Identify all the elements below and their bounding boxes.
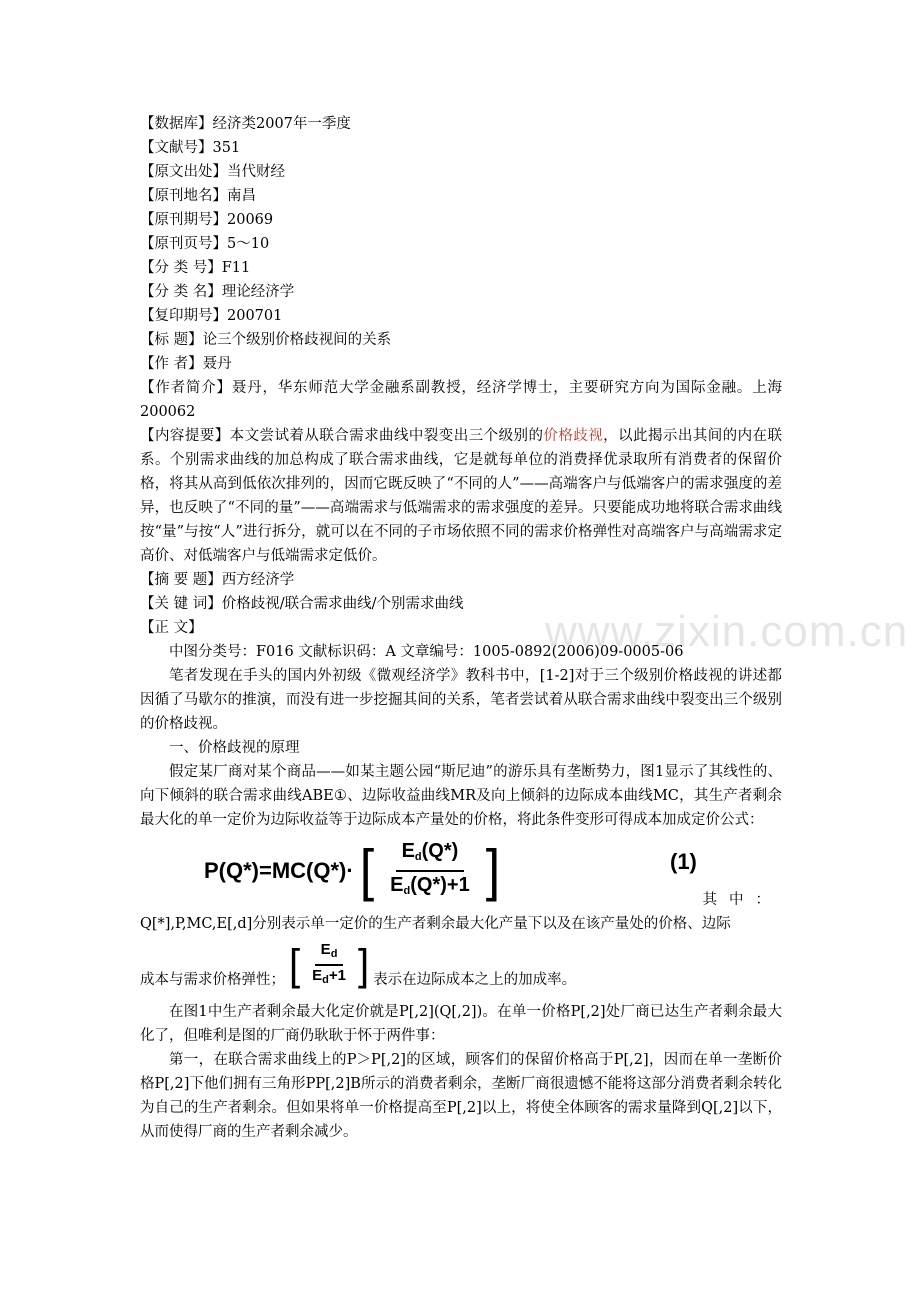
meta-keywords: 【关 键 词】价格歧视/联合需求曲线/个别需求曲线 [140, 596, 464, 612]
meta-source: 【原文出处】当代财经 [140, 164, 285, 180]
abstract [140, 424, 782, 568]
meta-subject: 【摘 要 题】西方经济学 [140, 572, 295, 588]
classification-line: 中图分类号：F016 文献标识码：A 文章编号：1005-0892(2006)09-0005-06 [169, 644, 684, 660]
formula-expression [204, 838, 506, 904]
paragraph-variables: Q[*],P,MC,E[,d]分别表示单一定价的生产者剩余最大化产量下以及在该产量处的价格、边际 [140, 916, 731, 932]
markup-formula [287, 940, 371, 990]
meta-body-label: 【正 文】 [140, 620, 203, 636]
watermark: www.zixin.com.cn [545, 607, 909, 656]
meta-class-name: 【分 类 名】理论经济学 [140, 284, 295, 300]
markup-suffix: 表示在边际成本之上的加成率。 [373, 972, 577, 988]
formula-lhs: P(Q*)=MC(Q*)· [204, 858, 354, 883]
markup-prefix: 成本与需求价格弹性； [140, 972, 285, 988]
paragraph-single-price: 在图1中生产者剩余最大化定价就是P[,2](Q[,2])。在单一价格P[,2]处厂商已达生产者剩余最大化了，但唯利是图的厂商仍耿耿于怀于两件事： [140, 1004, 782, 1044]
meta-database: 【数据库】经济类2007年一季度 [140, 116, 351, 132]
formula-denominator: $E_d(Q*)+1$ [390, 874, 470, 897]
meta-doc-number: 【文献号】351 [140, 140, 241, 156]
abstract-link[interactable]: 价格歧视 [543, 428, 604, 444]
left-bracket-icon: [ [289, 940, 301, 990]
where-label: 其中： [702, 892, 782, 908]
paragraph-first-issue: 第一，在联合需求曲线上的P＞P[,2]的区域，顾客们的保留价格高于P[,2]，因而在单一垄断价格P[,2]下他们拥有三角形PP[,2]B所示的消费者剩余，垄断厂商很遗憾不能将这部分消费者剩余转化为自己的生产者剩余。但如果将单一价格提高至P[,2]以上，将使全体顾客的需求量降到Q[,2]以下，从而使得厂商的生产者剩余减少。 [140, 1052, 782, 1140]
meta-author-bio: 【作者简介】聂丹，华东师范大学金融系副教授，经济学博士，主要研究方向为国际金融。上海 200062 [140, 380, 782, 420]
meta-pages: 【原刊页号】5～10 [140, 236, 270, 252]
right-bracket-icon: ] [357, 940, 370, 990]
markup-numerator: $E_d$ [315, 940, 344, 966]
left-bracket-icon: [ [359, 839, 375, 903]
equation-number: (1) [670, 849, 697, 874]
meta-reprint: 【复印期号】200701 [140, 308, 283, 324]
meta-class-code: 【分 类 号】F11 [140, 260, 251, 276]
markup-denominator: $E_d+1$ [312, 967, 346, 986]
right-bracket-icon: ] [485, 839, 501, 903]
section-heading: 一、价格歧视的原理 [169, 740, 300, 756]
abstract-suffix: ，以此揭示出其间的内在联系。个别需求曲线的加总构成了联合需求曲线，它是就每单位的消费择优录取所有消费者的保留价格，将其从高到低依次排列的，因而它既反映了“不同的人”——高端客户与低端客户的需求强度的差异，也反映了“不同的量”——高端需求与低端需求的需求强度的差异。只要能成功地将联合需求曲线按“量”与按“人”进行拆分，就可以在不同的子市场依照不同的需求价格弹性对高端客户与高端需求定高价、对低端客户与低端需求定低价。 [140, 428, 783, 564]
document-body [140, 112, 782, 1144]
formula-1 [140, 834, 782, 912]
markup-fraction [306, 940, 352, 990]
abstract-prefix: 【内容提要】本文尝试着从联合需求曲线中裂变出三个级别的 [140, 428, 544, 444]
formula-numerator: $E_d(Q*)$ [396, 838, 465, 872]
formula-fraction [384, 838, 476, 904]
meta-place: 【原刊地名】南昌 [140, 188, 256, 204]
metadata-block [140, 112, 782, 424]
meta-title: 【标 题】论三个级别价格歧视间的关系 [140, 332, 392, 348]
meta-author: 【作 者】聂丹 [140, 356, 232, 372]
paragraph-principle: 假定某厂商对某个商品——如某主题公园“斯尼迪”的游乐具有垄断势力，图1显示了其线性的、向下倾斜的联合需求曲线ABE①、边际收益曲线MR及向上倾斜的边际成本曲线MC，其生产者剩余最大化的单一定价为边际收益等于边际成本产量处的价格，将此条件变形可得成本加成定价公式： [140, 764, 782, 828]
paragraph-intro: 笔者发现在手头的国内外初级《微观经济学》教科书中，[1-2]对于三个级别价格歧视的讲述都因循了马歇尔的推演，而没有进一步挖掘其间的关系，笔者尝试着从联合需求曲线中裂变出三个级别的价格歧视。 [140, 668, 782, 732]
meta-issue: 【原刊期号】20069 [140, 212, 274, 228]
markup-rate-line [140, 940, 782, 992]
